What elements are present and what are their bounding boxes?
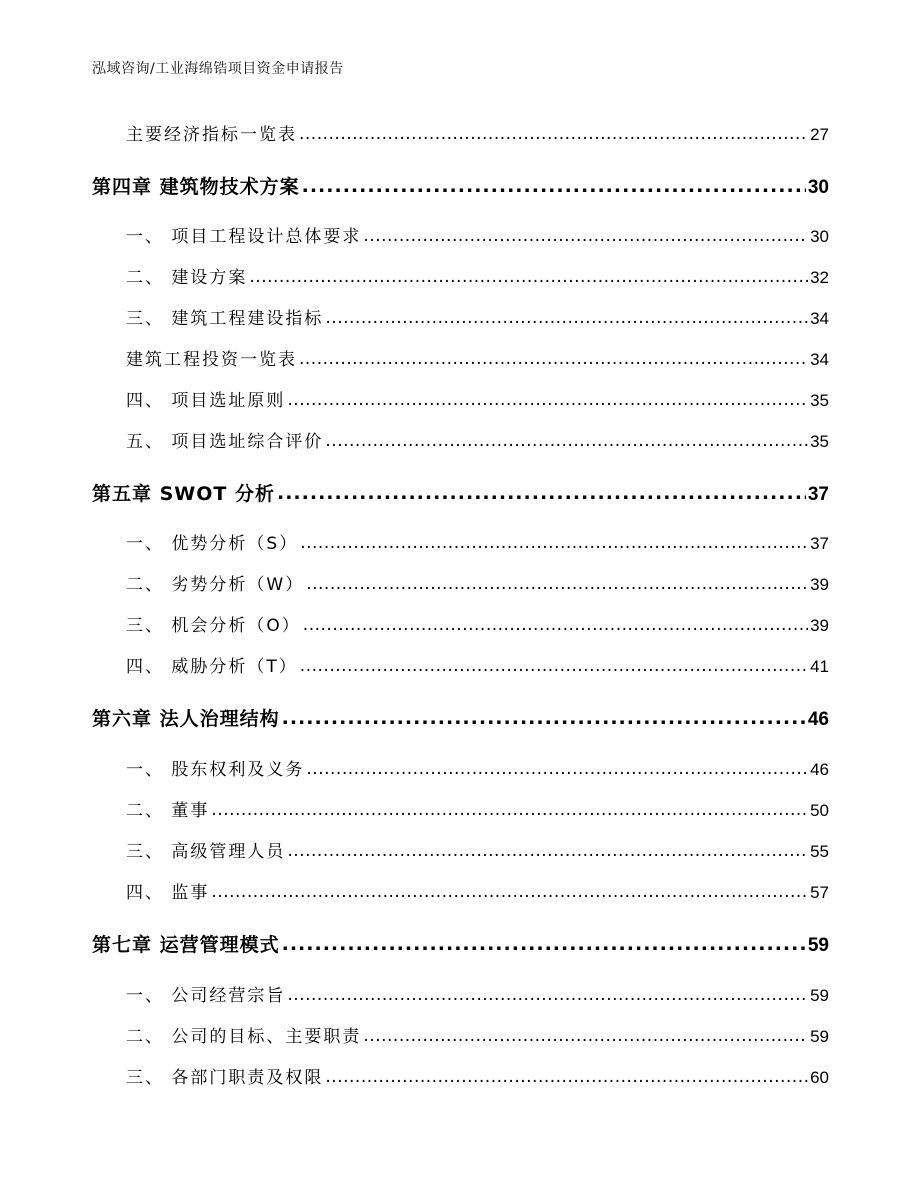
toc-leader-dots	[325, 1065, 808, 1089]
toc-page-number: 37	[810, 534, 829, 553]
toc-leader-dots	[300, 531, 808, 555]
toc-entry-label: 二、 公司的目标、主要职责	[126, 1027, 362, 1047]
toc-entry[interactable]	[126, 348, 829, 372]
toc-leader-dots	[249, 265, 808, 289]
toc-page-number: 27	[810, 125, 829, 144]
toc-leader-dots	[306, 572, 808, 596]
toc-page-number: 34	[810, 350, 829, 369]
toc-entry[interactable]	[126, 532, 829, 556]
toc-entry[interactable]	[126, 655, 829, 679]
toc-entry-label: 主要经济指标一览表	[126, 125, 297, 145]
toc-page-number: 39	[810, 575, 829, 594]
toc-leader-dots	[299, 122, 808, 146]
toc-leader-dots	[325, 306, 808, 330]
toc-leader-dots	[302, 173, 806, 199]
toc-entry-label: 二、 董事	[126, 801, 210, 821]
toc-entry-label: 四、 威胁分析（T）	[126, 657, 298, 677]
toc-entry-label: 三、 机会分析（O）	[126, 616, 301, 636]
toc-entry-label: 三、 各部门职责及权限	[126, 1068, 324, 1088]
toc-entry-label: 一、 项目工程设计总体要求	[126, 227, 362, 247]
toc-entry[interactable]	[126, 123, 829, 147]
toc-leader-dots	[282, 931, 806, 957]
toc-entry[interactable]	[126, 389, 829, 413]
toc-page-number: 46	[810, 760, 829, 779]
toc-entry-label: 五、 项目选址综合评价	[126, 432, 324, 452]
toc-leader-dots	[287, 983, 808, 1007]
toc-page-number: 39	[810, 616, 829, 635]
toc-leader-dots	[363, 224, 808, 248]
toc-leader-dots	[363, 1024, 808, 1048]
toc-chapter-entry[interactable]	[92, 174, 829, 200]
toc-entry-label: 二、 建设方案	[126, 268, 248, 288]
running-header: 泓域咨询/工业海绵锆项目资金申请报告	[92, 61, 344, 77]
toc-entry[interactable]	[126, 881, 829, 905]
toc-entry-label: 一、 公司经营宗旨	[126, 986, 286, 1006]
toc-entry[interactable]	[126, 1066, 829, 1090]
toc-leader-dots	[303, 613, 808, 637]
toc-page-number: 35	[810, 432, 829, 451]
toc-entry-label: 建筑工程投资一览表	[126, 350, 297, 370]
toc-entry[interactable]	[126, 758, 829, 782]
toc-entry[interactable]	[126, 573, 829, 597]
toc-entry[interactable]	[126, 614, 829, 638]
toc-entry-label: 三、 高级管理人员	[126, 842, 286, 862]
toc-entry-label: 一、 股东权利及义务	[126, 760, 305, 780]
toc-leader-dots	[282, 705, 806, 731]
toc-leader-dots	[211, 880, 808, 904]
toc-entry[interactable]	[126, 1025, 829, 1049]
toc-page-number: 34	[810, 309, 829, 328]
toc-leader-dots	[287, 839, 808, 863]
toc-entry[interactable]	[126, 799, 829, 823]
toc-entry[interactable]	[126, 225, 829, 249]
toc-page-number: 30	[810, 227, 829, 246]
toc-page-number: 32	[810, 268, 829, 287]
toc-entry-label: 四、 项目选址原则	[126, 391, 286, 411]
toc-leader-dots	[306, 757, 808, 781]
toc-page-number: 57	[810, 883, 829, 902]
toc-chapter-label: 第五章 SWOT 分析	[92, 483, 275, 505]
toc-chapter-label: 第六章 法人治理结构	[92, 708, 280, 730]
toc-page-number: 60	[810, 1068, 829, 1087]
toc-page-number: 35	[810, 391, 829, 410]
toc-chapter-entry[interactable]	[92, 932, 829, 958]
toc-leader-dots	[287, 388, 808, 412]
toc-leader-dots	[299, 347, 808, 371]
toc-chapter-entry[interactable]	[92, 481, 829, 507]
toc-chapter-label: 第七章 运营管理模式	[92, 934, 280, 956]
toc-leader-dots	[300, 654, 808, 678]
toc-leader-dots	[277, 480, 806, 506]
toc-page-number: 59	[810, 1027, 829, 1046]
toc-page-number: 46	[807, 709, 829, 730]
toc-page-number: 55	[810, 842, 829, 861]
toc-entry-label: 三、 建筑工程建设指标	[126, 309, 324, 329]
toc-entry-label: 四、 监事	[126, 883, 210, 903]
toc-leader-dots	[211, 798, 808, 822]
toc-entry[interactable]	[126, 840, 829, 864]
toc-entry[interactable]	[126, 307, 829, 331]
toc-entry[interactable]	[126, 984, 829, 1008]
toc-page-number: 59	[810, 986, 829, 1005]
toc-page-number: 30	[807, 177, 829, 198]
toc-entry-label: 一、 优势分析（S）	[126, 534, 299, 554]
toc-chapter-label: 第四章 建筑物技术方案	[92, 176, 300, 198]
toc-chapter-entry[interactable]	[92, 706, 829, 732]
toc-entry[interactable]	[126, 430, 829, 454]
toc-page-number: 50	[810, 801, 829, 820]
toc-entry[interactable]	[126, 266, 829, 290]
toc-entry-label: 二、 劣势分析（W）	[126, 575, 305, 595]
toc-page-number: 41	[810, 657, 829, 676]
toc-leader-dots	[325, 429, 808, 453]
toc-page-number: 37	[807, 484, 829, 505]
toc-page-number: 59	[807, 935, 829, 956]
